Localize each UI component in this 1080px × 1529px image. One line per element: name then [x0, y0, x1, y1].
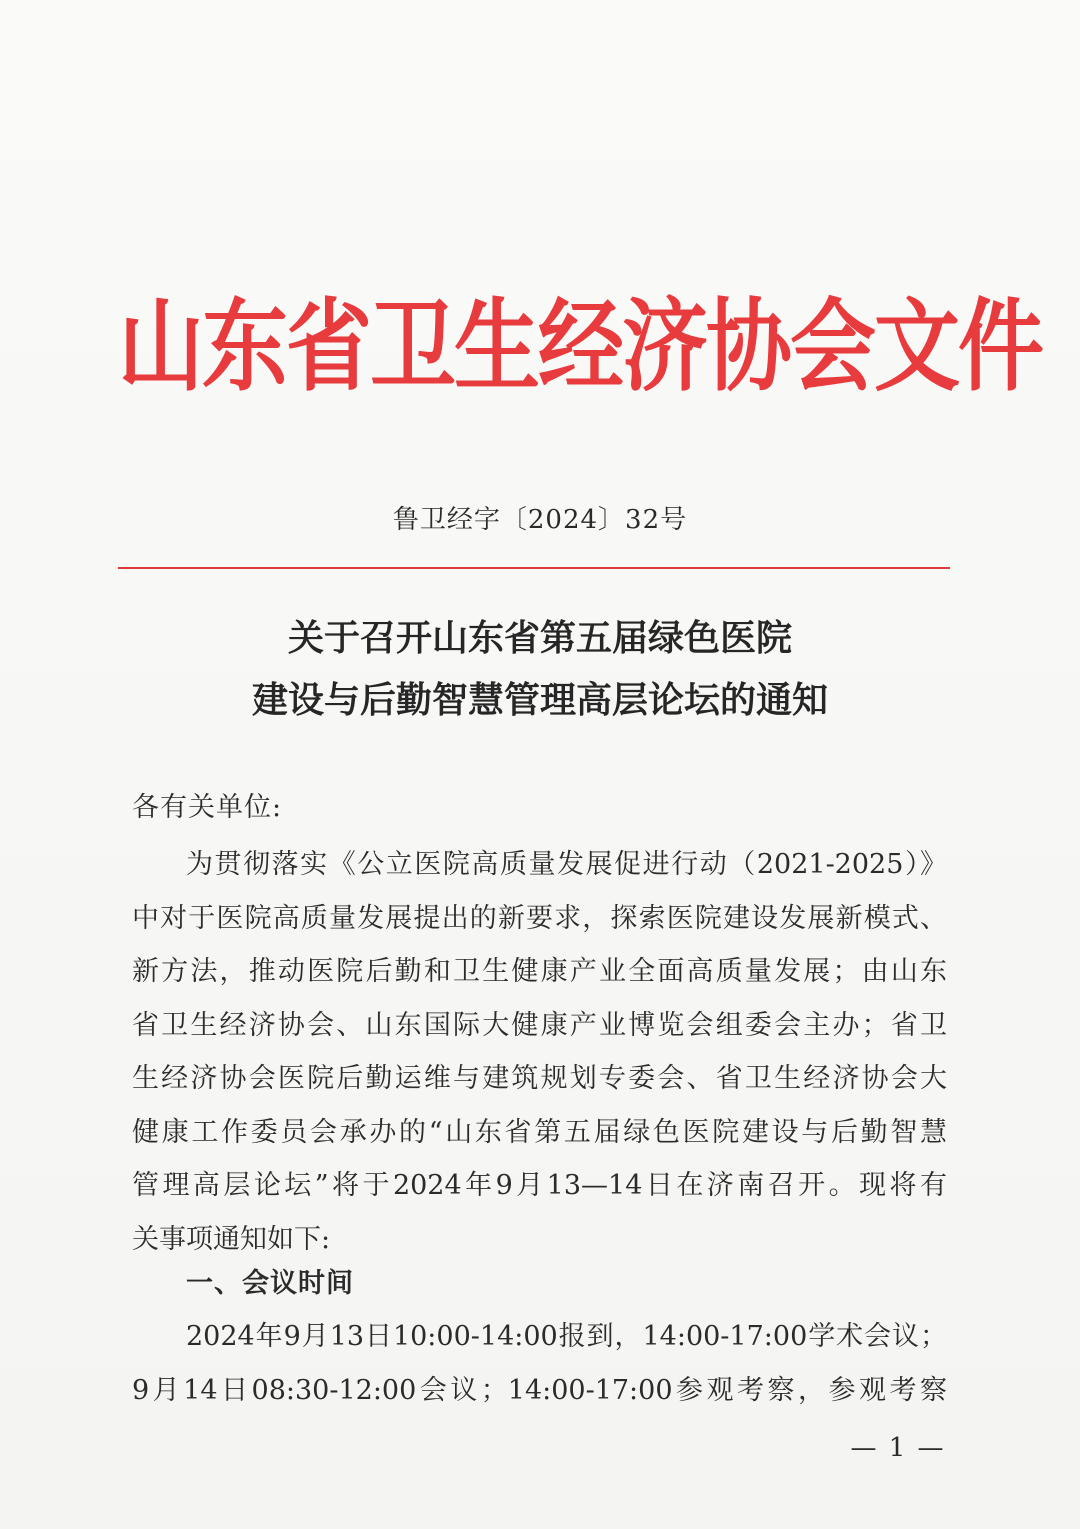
org-header-title: 山东省卫生经济协会文件 [118, 289, 1042, 406]
paragraph-line: 为贯彻落实《公立医院高质量发展促进行动（2021-2025）》 [186, 849, 947, 880]
notice-title-line-2: 建设与后勤智慧管理高层论坛的通知 [251, 680, 828, 721]
body-paragraph [132, 838, 947, 1266]
salutation: 各有关单位: [132, 792, 283, 823]
red-separator-line [118, 567, 950, 569]
paragraph-line: 关事项通知如下: [132, 1223, 331, 1255]
schedule-line: 2024年9月13日10:00-14:00报到，14:00-17:00学术会议； [186, 1321, 947, 1352]
paragraph-line: 中对于医院高质量发展提出的新要求，探索医院建设发展新模式、 [132, 902, 947, 934]
section-heading-meeting-time: 一、会议时间 [186, 1268, 354, 1299]
page-number: — 1 — [850, 1433, 946, 1463]
paragraph-line: 省卫生经济协会、山东国际大健康产业博览会组委会主办；省卫 [132, 1009, 947, 1041]
notice-title [0, 608, 1080, 732]
document-number: 鲁卫经字〔2024〕32号 [392, 505, 688, 535]
paragraph-line: 管理高层论坛”将于2024年9月13—14日在济南召开。现将有 [132, 1170, 947, 1201]
schedule-paragraph [132, 1310, 947, 1417]
schedule-line: 9月14日08:30-12:00会议；14:00-17:00参观考察，参观考察 [132, 1374, 947, 1406]
paragraph-line: 新方法，推动医院后勤和卫生健康产业全面高质量发展；由山东 [132, 956, 947, 987]
notice-title-line-1: 关于召开山东省第五届绿色医院 [287, 618, 792, 659]
paragraph-line: 健康工作委员会承办的“山东省第五届绿色医院建设与后勤智慧 [132, 1116, 947, 1148]
paragraph-line: 生经济协会医院后勤运维与建筑规划专委会、省卫生经济协会大 [132, 1063, 947, 1094]
